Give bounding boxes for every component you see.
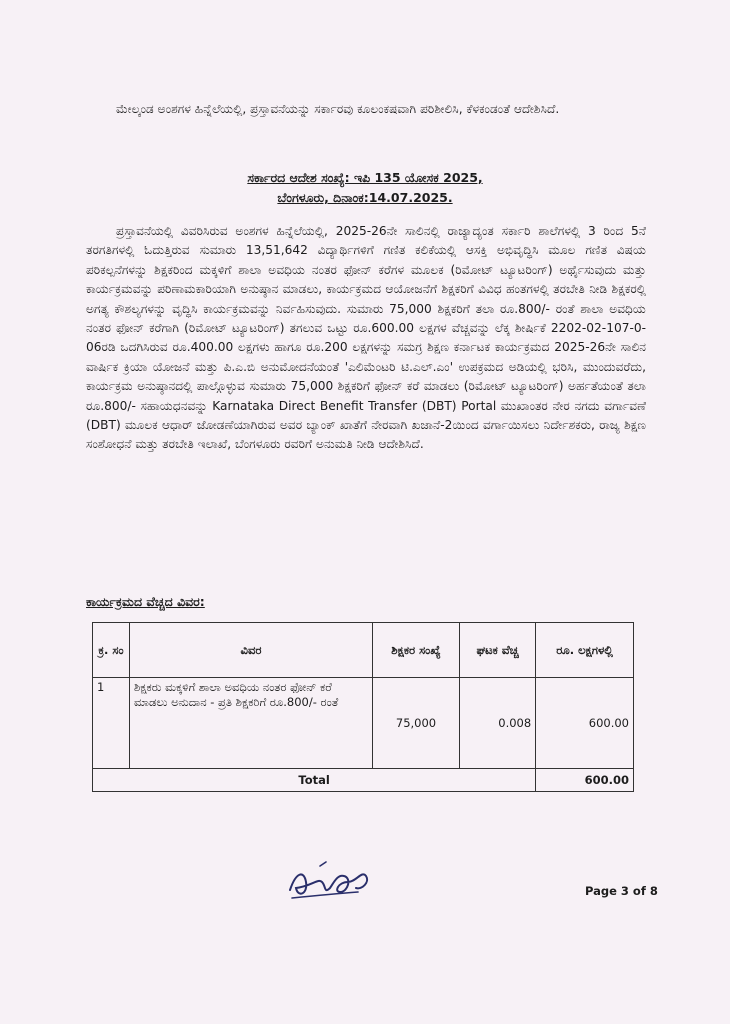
total-value: 600.00 <box>536 769 634 792</box>
total-label: Total <box>93 769 536 792</box>
order-place-date: ಬೆಂಗಳೂರು, ದಿನಾಂಕ:14.07.2025. <box>277 190 453 205</box>
table-row <box>93 678 634 769</box>
header-unit-cost: ಘಟಕ ವೆಚ್ಚ <box>460 623 536 678</box>
paragraph-order-body: ಪ್ರಸ್ತಾವನೆಯಲ್ಲಿ ವಿವರಿಸಿರುವ ಅಂಶಗಳ ಹಿನ್ನೆಲೆಯಲ್ಲಿ, 2025-26ನೇ ಸಾಲಿನಲ್ಲಿ ರಾಜ್ಯಾದ್ಯಂತ ಸರ್ಕಾರಿ ಶಾಲೆಗಳಲ್ಲಿ 3 ರಿಂದ 5ನೆ ತರಗತಿಗಳಲ್ಲಿ ಓದುತ್ತಿರುವ ಸುಮಾರು 13,51,642 ವಿದ್ಯಾರ್ಥಿಗಳಿಗೆ ಗಣಿತ ಕಲಿಕೆಯಲ್ಲಿ ಆಸಕ್ತಿ ಅಭಿವೃದ್ಧಿಸಿ ಮೂಲ ಗಣಿತ ವಿಷಯ ಪರಿಕಲ್ಪನೆಗಳನ್ನು ಶಿಕ್ಷಕರಿಂದ ಮಕ್ಕಳಿಗೆ ಶಾಲಾ ಅವಧಿಯ ನಂತರ ಫೋನ್ ಕರೆಗಳ ಮೂಲಕ (ರಿಮೋಟ್ ಟ್ಯೂಟರಿಂಗ್) ಅರ್ಥೈಸುವುದು ಮತ್ತು ಕಾರ್ಯಕ್ರಮವನ್ನು ಪರಿಣಾಮಕಾರಿಯಾಗಿ ಅನುಷ್ಠಾನ ಮಾಡಲು, ಕಾರ್ಯಕ್ರಮದ ಆಯೋಜನೆಗೆ ಶಿಕ್ಷಕರಿಗೆ ವಿವಿಧ ಹಂತಗಳಲ್ಲಿ ತರಬೇತಿ ನೀಡಿ ಶಿಕ್ಷಕರಲ್ಲಿ ಅಗತ್ಯ ಕೌಶಲ್ಯಗಳನ್ನು ವೃದ್ಧಿಸಿ ಕಾರ್ಯಕ್ರಮವನ್ನು ನಿರ್ವಹಿಸುವುದು. ಸುಮಾರು 75,000 ಶಿಕ್ಷಕರಿಗೆ ತಲಾ ರೂ.800/- ರಂತೆ ಶಾಲಾ ಅವಧಿಯ ನಂತರ ಫೋನ್ ಕರೆಗಾಗಿ (ರಿಮೋಟ್ ಟ್ಯೂಟರಿಂಗ್) ತಗಲುವ ಒಟ್ಟು ರೂ.600.00 ಲಕ್ಷಗಳ ವೆಚ್ಚವನ್ನು ಲೆಕ್ಕ ಶೀರ್ಷಿಕೆ 2202-02-107-0-06ರಡಿ ಒದಗಿಸಿರುವ ರೂ.400.00 ಲಕ್ಷಗಳು ಹಾಗೂ ರೂ.200 ಲಕ್ಷಗಳನ್ನು ಸಮಗ್ರ ಶಿಕ್ಷಣ ಕರ್ನಾಟಕ ಕಾರ್ಯಕ್ರಮದ 2025-26ನೇ ಸಾಲಿನ ವಾರ್ಷಿಕ ಕ್ರಿಯಾ ಯೋಜನೆ ಮತ್ತು ಪಿ.ಎ.ಬಿ ಅನುಮೋದನೆಯಂತೆ 'ಎಲಿಮೆಂಟರಿ ಟಿ.ಎಲ್.ಎಂ' ಉಪಕ್ರಮದ ಅಡಿಯಲ್ಲಿ ಭರಿಸಿ, ಮುಂದುವರೆದು, ಕಾರ್ಯಕ್ರಮ ಅನುಷ್ಠಾನದಲ್ಲಿ ಪಾಲ್ಗೊಳ್ಳುವ ಸುಮಾರು 75,000 ಶಿಕ್ಷಕರಿಗೆ ಫೋನ್ ಕರೆ ಮಾಡಲು (ರಿಮೋಟ್ ಟ್ಯೂಟರಿಂಗ್) ಅರ್ಹತೆಯಂತೆ ತಲಾ ರೂ.800/- ಸಹಾಯಧನವನ್ನು Karnataka Direct Benefit Transfer (DBT) Portal ಮುಖಾಂತರ ನೇರ ನಗದು ವರ್ಗಾವಣೆ (DBT) ಮೂಲಕ ಆಧಾರ್ ಜೋಡಣೆಯಾಗಿರುವ ಅವರ ಬ್ಯಾಂಕ್ ಖಾತೆಗೆ ನೇರವಾಗಿ ಖಜಾನೆ-2ಯಿಂದ ವರ್ಗಾಯಿಸಲು ನಿರ್ದೇಶಕರು, ರಾಜ್ಯ ಶಿಕ್ಷಣ ಸಂಶೋಧನೆ ಮತ್ತು ತರಬೇತಿ ಇಲಾಖೆ, ಬೆಂಗಳೂರು ರವರಿಗೆ ಅನುಮತಿ ನೀಡಿ ಆದೇಶಿಸಿದೆ. <box>86 224 646 452</box>
signature-image <box>282 852 382 912</box>
order-number: ಸರ್ಕಾರದ ಆದೇಶ ಸಂಖ್ಯೆ: ಇಪಿ 135 ಯೋಸಕ 2025, <box>247 170 483 185</box>
header-description: ವಿವರ <box>130 623 373 678</box>
cell-teacher-count: 75,000 <box>373 678 460 769</box>
cell-serial-no: 1 <box>93 678 130 769</box>
header-serial-no: ಕ್ರ. ಸಂ <box>93 623 130 678</box>
header-amount-lakhs: ರೂ. ಲಕ್ಷಗಳಲ್ಲಿ <box>536 623 634 678</box>
cell-unit-cost: 0.008 <box>460 678 536 769</box>
expense-heading: ಕಾರ್ಯಕ್ರಮದ ವೆಚ್ಚದ ವಿವರ: <box>86 594 205 609</box>
table-total-row <box>93 769 634 792</box>
paragraph-intro: ಮೇಲ್ಕಂಡ ಅಂಶಗಳ ಹಿನ್ನೆಲೆಯಲ್ಲಿ, ಪ್ರಸ್ತಾವನೆಯನ್ನು ಸರ್ಕಾರವು ಕೂಲಂಕಷವಾಗಿ ಪರಿಶೀಲಿಸಿ, ಕೆಳಕಂಡಂತೆ ಆದೇಶಿಸಿದೆ. <box>116 102 560 116</box>
expense-table <box>92 622 634 792</box>
header-teacher-count: ಶಿಕ್ಷಕರ ಸಂಖ್ಯೆ <box>373 623 460 678</box>
table-header-row <box>93 623 634 678</box>
page-number: Page 3 of 8 <box>585 884 658 898</box>
cell-description: ಶಿಕ್ಷಕರು ಮಕ್ಕಳಿಗೆ ಶಾಲಾ ಅವಧಿಯ ನಂತರ ಫೋನ್ ಕರೆ ಮಾಡಲು ಅನುದಾನ - ಪ್ರತಿ ಶಿಕ್ಷಕರಿಗೆ ರೂ.800/- ರಂತೆ <box>130 678 373 769</box>
cell-amount: 600.00 <box>536 678 634 769</box>
